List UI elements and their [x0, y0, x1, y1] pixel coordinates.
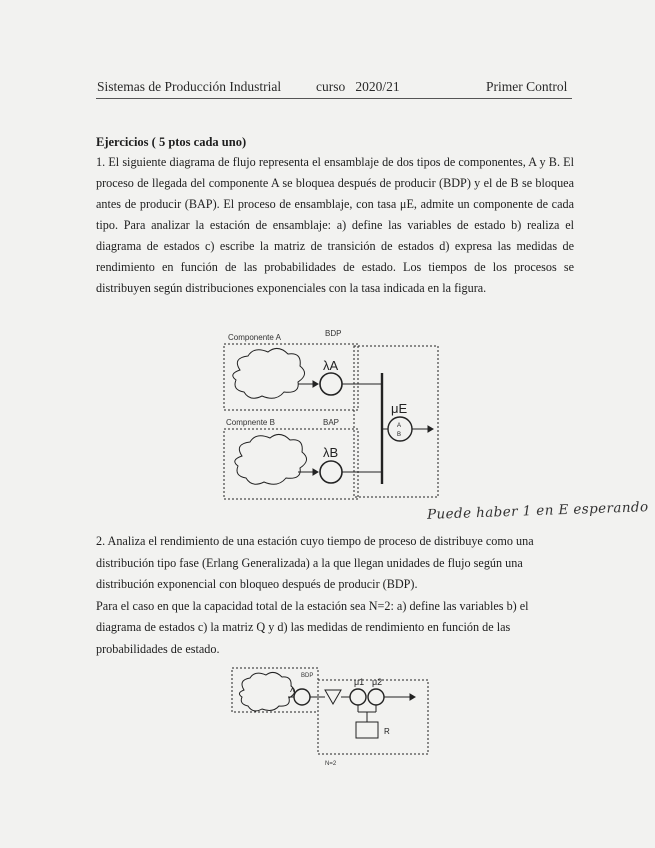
phase-1-circle	[350, 689, 366, 705]
r-box	[356, 722, 378, 738]
phase-2-circle	[368, 689, 384, 705]
exercises-title: Ejercicios ( 5 ptos cada uno)	[96, 135, 247, 149]
exercise-2-line-1-text: . Analiza el rendimiento de una estación cuyo tiempo de proceso de distribuye como una	[102, 534, 534, 548]
fig2-label-mu1: μ1	[354, 677, 365, 687]
fig2-label-n: N=2	[325, 761, 337, 767]
label-component-b: Compnente B	[226, 418, 275, 427]
label-bap: BAP	[323, 418, 340, 427]
exercise-2-line-2: distribución tipo fase (Erlang Generalizada) a la que llegan unidades de flujo según una	[96, 555, 523, 570]
queue-triangle-icon	[325, 690, 341, 704]
header-course: curso 2020/21	[316, 79, 400, 94]
exercise-2-line-5: diagrama de estados c) la matriz Q y d) las medidas de rendimiento en función de las	[96, 620, 511, 634]
assembly-node-b: B	[397, 432, 402, 438]
assembly-node-a: A	[397, 423, 402, 429]
arrival-cloud-icon	[239, 672, 294, 710]
header-subject: Sistemas de Producción Industrial	[97, 79, 282, 94]
exercise-2-line-6: probabilidades de estado.	[96, 641, 220, 656]
exercise-2-line-3: distribución exponencial con bloqueo después de producir (BDP).	[96, 577, 418, 591]
header-exam: Primer Control	[486, 79, 568, 94]
fig2-label-r: R	[384, 727, 390, 736]
exercise-1-number: 1	[96, 155, 103, 169]
label-mu-e: μE	[391, 401, 408, 416]
station-output-arrow-head	[410, 694, 415, 700]
fig2-label-mu2: μ2	[372, 677, 383, 687]
exercise-2-number: 2	[96, 534, 103, 548]
arrival-server-circle	[294, 689, 310, 705]
label-bdp: BDP	[325, 329, 342, 338]
fig2-label-bdp: BDP	[301, 673, 314, 679]
label-component-a: Componente A	[228, 333, 281, 342]
label-lambda-b: λB	[323, 445, 339, 460]
handwritten-note: Puede haber 1 en E esperando	[426, 499, 649, 523]
exercise-2-line-4: Para el caso en que la capacidad total de la estación sea N=2: a) define las variables b) el	[96, 598, 529, 613]
station-box	[318, 680, 428, 754]
exercise-1-body: . El siguiente diagrama de flujo representa el ensamblaje de dos tipos de componentes, A y B. El proceso de llegada del componente A se bloquea después de producir (BDP) y el de B se bloquea antes de producir (BAP). El proceso de ensamblaje, con tasa μE, admite un componente de cada tipo. Para analizar la estación de ensamblaje: a) define las variables de estado b) realiza el diagrama de estados c) escribe la matriz de transición de estados d) expresa las medidas de rendimiento en función de las probabilidades de estado. Los tiempos de los procesos se distribuyen según distribuciones exponenciales con la tasa indicada en la figura.	[96, 155, 574, 295]
fig2-label-lambda: λ	[290, 684, 295, 694]
label-lambda-a: λA	[323, 358, 339, 373]
